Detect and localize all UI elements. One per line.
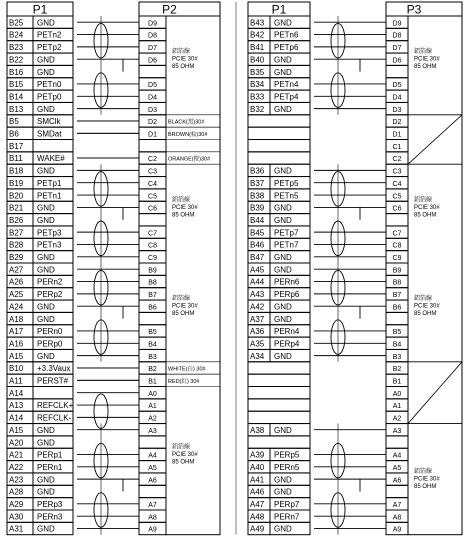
right-d-label: C4	[392, 180, 402, 188]
left-pin-label: B17	[9, 141, 24, 151]
right-signal-label: GND	[274, 215, 292, 225]
right-d-cell	[386, 312, 408, 324]
left-signal-label: PERp0	[37, 339, 63, 349]
right-signal-label: PETp6	[274, 43, 299, 53]
right-d-label: B1	[392, 378, 402, 386]
right-pin-label: B42	[250, 30, 265, 40]
left-d-label: D6	[148, 57, 157, 65]
left-cable-label: 鋁箔線	[172, 197, 191, 204]
left-pin-label: A30	[9, 512, 24, 522]
right-signal-label: PERp7	[274, 500, 300, 509]
left-pin-label: A14	[9, 388, 24, 398]
left-signal-label: PERn0	[37, 327, 63, 337]
left-signal-label: PETp3	[37, 228, 62, 238]
right-cable-label: 鋁箔線	[414, 197, 433, 204]
left-cable-label: 85 OHM	[172, 64, 195, 71]
left-d-label: C3	[148, 168, 157, 176]
right-signal-label: PERp5	[274, 450, 300, 460]
left-signal-label: GND	[37, 438, 55, 448]
right-d-label: C2	[392, 156, 402, 164]
left-d-label: C5	[148, 193, 157, 201]
left-signal-label: GND	[37, 524, 55, 534]
left-d-label: C4	[148, 180, 157, 188]
right-d-label: C5	[392, 193, 402, 201]
left-signal-label: GND	[37, 351, 55, 361]
left-d-label: B6	[148, 304, 157, 312]
left-wire-color-note: BLACK(黑)30#	[168, 119, 205, 126]
left-pin-label: B11	[9, 154, 23, 164]
left-signal-label: GND	[37, 302, 55, 312]
right-d-label: C6	[392, 205, 402, 213]
right-d-cell	[386, 65, 408, 77]
left-pin-label: B26	[9, 215, 24, 225]
right-signal-label: GND	[274, 18, 292, 28]
right-empty-cell	[248, 387, 310, 399]
left-cable-label: 85 OHM	[172, 311, 195, 318]
left-pin-label: A17	[9, 327, 24, 337]
left-pin-label: A29	[9, 500, 24, 509]
left-d-label: A6	[148, 477, 157, 485]
right-cable-label: PCIE 30#	[414, 56, 440, 63]
left-signal-label: GND	[37, 203, 55, 213]
right-pin-label: A44	[250, 277, 265, 287]
left-pin-label: B18	[9, 166, 24, 176]
left-signal-label: REFCLK+	[37, 401, 74, 411]
right-pin-label: A40	[250, 462, 265, 472]
right-d-label: D8	[392, 32, 402, 40]
left-pin-label: A16	[9, 339, 24, 349]
left-pin-label: A18	[9, 314, 24, 324]
right-cable-label: PCIE 30#	[414, 204, 440, 211]
left-pin-label: A15	[9, 425, 24, 435]
left-d-label: B5	[148, 329, 157, 337]
left-signal-cell	[33, 140, 73, 152]
left-pin-label: A11	[9, 376, 23, 386]
left-wire-color-note: WHITE(白) 30#	[168, 366, 206, 373]
left-d-label: D1	[148, 131, 157, 139]
left-pin-label: A23	[9, 475, 24, 485]
right-cable-label: 85 OHM	[414, 64, 437, 71]
right-signal-label: GND	[274, 67, 292, 77]
right-signal-label: PERn6	[274, 277, 300, 287]
left-signal-label: PERp1	[37, 450, 63, 460]
right-d-label: A3	[392, 427, 402, 435]
right-signal-label: PETp5	[274, 178, 299, 188]
right-pin-label: B45	[250, 228, 265, 238]
right-d-label: A9	[392, 526, 402, 534]
right-pin-label: A47	[250, 500, 265, 509]
right-pin-label: B44	[250, 215, 265, 225]
right-cable-label: PCIE 30#	[414, 303, 440, 310]
right-signal-label: GND	[274, 55, 292, 65]
right-pin-label: B47	[250, 253, 265, 262]
right-empty-cell	[248, 140, 310, 152]
left-pin-label: A20	[9, 438, 24, 448]
right-d-label: B9	[392, 267, 402, 275]
left-cable-label: PCIE 30#	[172, 451, 198, 458]
left-twisted-pair-oval	[94, 394, 108, 429]
right-pin-label: B46	[250, 240, 265, 250]
left-d-cell	[139, 140, 166, 152]
right-empty-cell	[248, 374, 310, 386]
left-pin-label: B22	[9, 55, 24, 65]
right-cable-label: 鋁箔線	[414, 468, 433, 475]
left-cable-label: 鋁箔線	[172, 444, 191, 451]
right-pin-label: B34	[250, 80, 265, 90]
right-d-label: B5	[392, 329, 402, 337]
right-d-cell	[386, 485, 408, 497]
left-cable-label: 85 OHM	[172, 212, 195, 219]
right-desc-column	[408, 16, 462, 535]
left-signal-label: PERST#	[37, 376, 69, 386]
left-signal-label: GND	[37, 67, 55, 77]
right-signal-label: GND	[274, 253, 292, 262]
left-wire-color-note: BROWN(棕)30#	[168, 132, 208, 138]
right-signal-label: GND	[274, 166, 292, 176]
right-pin-label: B38	[250, 191, 265, 201]
left-d-label: C6	[148, 205, 157, 213]
left-d-cell	[139, 485, 166, 497]
right-signal-label: GND	[274, 524, 292, 534]
right-pin-label: A38	[250, 425, 265, 435]
right-signal-label: PERn5	[274, 462, 300, 472]
left-d-label: B9	[148, 267, 157, 275]
right-d-label: C9	[392, 255, 402, 262]
left-d-label: D2	[148, 119, 157, 127]
left-header-p-box	[139, 2, 220, 16]
left-pin-label: B5	[9, 117, 19, 127]
left-signal-label: GND	[37, 166, 55, 176]
right-d-label: B3	[392, 353, 402, 361]
left-d-label: A4	[148, 452, 157, 460]
right-pin-label: A42	[250, 302, 265, 312]
right-empty-cell	[248, 127, 310, 139]
left-pin-label: B6	[9, 129, 19, 139]
left-d-label: D9	[148, 20, 157, 28]
left-d-label: B7	[148, 292, 157, 300]
left-signal-label: PERn2	[37, 277, 63, 287]
left-d-label: B3	[148, 353, 157, 361]
left-pin-label: A15	[9, 351, 24, 361]
left-d-cell	[139, 65, 166, 77]
right-signal-label: PERn4	[274, 327, 300, 337]
right-empty-cell	[248, 152, 310, 164]
left-d-label: D8	[148, 32, 157, 40]
right-d-label: D7	[392, 45, 402, 53]
right-d-cell	[386, 214, 408, 226]
left-d-label: A9	[148, 526, 157, 534]
right-d-label: B2	[392, 366, 402, 374]
right-d-label: A2	[392, 415, 402, 423]
right-d-label: B4	[392, 341, 402, 349]
right-d-label: C3	[392, 168, 402, 176]
left-signal-label: GND	[37, 215, 55, 225]
right-signal-label: GND	[274, 302, 292, 312]
left-pin-label: B10	[9, 364, 24, 374]
left-d-cell	[139, 436, 166, 448]
right-cable-label: 85 OHM	[414, 483, 437, 490]
left-d-label: D4	[148, 94, 157, 102]
right-d-label: A1	[392, 403, 402, 411]
right-d-label: B8	[392, 279, 402, 287]
right-signal-label: PERn7	[274, 512, 300, 522]
right-d-label: D9	[392, 20, 402, 28]
left-d-label: B8	[148, 279, 157, 287]
right-signal-label: GND	[274, 425, 292, 435]
right-pin-label: B43	[250, 18, 265, 28]
left-d-label: D7	[148, 45, 157, 53]
right-signal-label: PERp6	[274, 290, 300, 300]
left-signal-label: PERn1	[37, 462, 63, 472]
left-pin-label: A21	[9, 450, 24, 460]
left-pin-label: B14	[9, 92, 24, 102]
left-signal-label: PETn2	[37, 30, 62, 40]
right-signal-label: GND	[274, 351, 292, 361]
left-pin-label: A13	[9, 401, 24, 411]
left-pin-label: B20	[9, 191, 24, 201]
right-signal-label: GND	[274, 104, 292, 114]
left-pin-label: B29	[9, 253, 24, 262]
left-d-label: A2	[148, 415, 157, 423]
right-d-label: D4	[392, 94, 402, 102]
right-signal-label: GND	[274, 265, 292, 275]
left-signal-label: GND	[37, 487, 55, 497]
right-pin-label: A46	[250, 487, 265, 497]
left-d-label: D5	[148, 82, 157, 90]
right-signal-label: GND	[274, 475, 292, 485]
left-signal-label: GND	[37, 253, 55, 262]
left-d-label: B2	[148, 366, 157, 374]
right-signal-label: PETn4	[274, 80, 299, 90]
left-pin-label: B27	[9, 228, 24, 238]
left-signal-label: PERp2	[37, 290, 63, 300]
left-d-label: C8	[148, 242, 157, 250]
right-header-p2: P3	[406, 2, 422, 17]
right-pin-label: A39	[250, 450, 265, 460]
right-pin-label: B40	[250, 55, 265, 65]
left-signal-label: SMDat	[37, 129, 62, 139]
left-signal-label: PETn3	[37, 240, 62, 250]
left-cable-label: PCIE 30#	[172, 204, 198, 211]
right-d-label: A4	[392, 452, 402, 460]
left-signal-label: GND	[37, 314, 55, 324]
right-d-label: D3	[392, 106, 402, 114]
right-pin-label: A41	[250, 475, 265, 485]
left-wire-color-note: RED(紅) 30#	[168, 379, 200, 385]
right-empty-cell	[248, 362, 310, 374]
right-d-label: D1	[392, 131, 402, 139]
right-pin-label: A43	[250, 290, 265, 300]
right-header-p1: P1	[271, 2, 287, 17]
left-pin-label: A31	[9, 524, 24, 534]
right-d-cell	[386, 436, 408, 448]
left-pin-label: A22	[9, 462, 24, 472]
right-pin-label: A34	[250, 351, 265, 361]
left-cable-label: PCIE 30#	[172, 303, 198, 310]
left-d-label: C7	[148, 230, 157, 238]
left-d-cell	[139, 214, 166, 226]
right-d-label: D5	[392, 82, 402, 90]
right-signal-label: PERp4	[274, 339, 300, 349]
right-pin-label: B39	[250, 203, 265, 213]
right-pin-label: A37	[250, 314, 265, 324]
left-signal-label: GND	[37, 425, 55, 435]
right-cable-label: 鋁箔線	[414, 49, 433, 56]
left-signal-label: GND	[37, 18, 55, 28]
right-d-label: A8	[392, 514, 402, 522]
left-signal-label: GND	[37, 55, 55, 65]
left-d-label: B1	[148, 378, 157, 386]
right-pin-label: A45	[250, 265, 265, 275]
right-d-label: D2	[392, 119, 402, 127]
left-signal-label: REFCLK-	[37, 413, 72, 423]
right-signal-label: GND	[274, 203, 292, 213]
left-cable-label: 鋁箔線	[172, 296, 191, 303]
right-pin-label: A48	[250, 512, 265, 522]
left-header-p2: P2	[162, 2, 177, 17]
right-signal-label: PETp7	[274, 228, 299, 238]
left-signal-label: PETp2	[37, 43, 62, 53]
left-wire-color-note: ORANGE(橙)30#	[168, 156, 211, 163]
left-pin-label: B13	[9, 104, 24, 114]
right-cable-label: 鋁箔線	[414, 296, 433, 303]
right-pin-label: A36	[250, 327, 265, 337]
left-d-label: A3	[148, 427, 157, 435]
left-signal-label: SMClk	[37, 117, 61, 127]
left-cable-label: PCIE 30#	[172, 56, 198, 63]
left-pin-label: A14	[9, 413, 24, 423]
right-empty-cell	[248, 411, 310, 423]
left-pin-label: B23	[9, 43, 24, 53]
left-d-label: A8	[148, 514, 157, 522]
right-cable-label: 85 OHM	[414, 212, 437, 219]
left-d-label: D3	[148, 106, 157, 114]
left-d-label: A7	[148, 502, 157, 509]
right-signal-label: GND	[274, 487, 292, 497]
right-d-label: A7	[392, 502, 402, 509]
left-signal-label: GND	[37, 475, 55, 485]
left-pin-label: A26	[9, 277, 24, 287]
right-d-label: B7	[392, 292, 402, 300]
left-pin-label: B16	[9, 67, 24, 77]
left-pin-label: B24	[9, 30, 24, 40]
right-d-label: B6	[392, 304, 402, 312]
left-signal-label: +3.3Vaux	[37, 364, 71, 374]
left-signal-cell	[33, 387, 73, 399]
right-d-label: A6	[392, 477, 402, 485]
right-d-label: A0	[392, 390, 402, 398]
right-empty-cell	[248, 436, 310, 448]
left-signal-label: PERn3	[37, 512, 63, 522]
left-cable-label: 85 OHM	[172, 459, 195, 466]
left-pin-label: A25	[9, 290, 24, 300]
left-signal-label: PETn0	[37, 80, 62, 90]
left-pin-label: B19	[9, 178, 24, 188]
right-cable-label: 85 OHM	[414, 311, 437, 318]
right-d-label: D6	[392, 57, 402, 65]
left-signal-label: WAKE#	[37, 154, 65, 164]
left-header-p1: P1	[32, 2, 48, 17]
left-d-cell	[139, 312, 166, 324]
right-pin-label: A35	[250, 339, 265, 349]
left-d-label: A1	[148, 403, 157, 411]
right-empty-cell	[248, 115, 310, 127]
right-signal-label: PETp4	[274, 92, 299, 102]
right-signal-label: PETn5	[274, 191, 299, 201]
left-d-label: A5	[148, 464, 157, 472]
left-pin-label: A24	[9, 302, 24, 312]
left-cable-label: 鋁箔線	[172, 49, 191, 56]
right-unused-diagonal	[408, 362, 462, 424]
right-pin-label: B36	[250, 166, 265, 176]
left-signal-label: PETp1	[37, 178, 62, 188]
left-signal-label: GND	[37, 265, 55, 275]
right-signal-label: GND	[274, 314, 292, 324]
left-pin-label: B15	[9, 80, 24, 90]
left-signal-label: PERp3	[37, 500, 63, 509]
right-d-label: C7	[392, 230, 402, 238]
right-signal-label: PETn6	[274, 30, 299, 40]
right-unused-diagonal	[408, 115, 462, 164]
left-pin-label: B21	[9, 203, 24, 213]
right-pin-label: B37	[250, 178, 265, 188]
left-d-label: C9	[148, 255, 157, 262]
left-pin-label: A27	[9, 265, 24, 275]
left-pin-label: A28	[9, 487, 24, 497]
right-header-p-box	[386, 2, 462, 16]
right-cable-label: PCIE 30#	[414, 476, 440, 483]
left-d-label: C2	[148, 156, 157, 164]
right-signal-label: PETn7	[274, 240, 299, 250]
left-d-label: B4	[148, 341, 157, 349]
left-signal-label: PETn1	[37, 191, 62, 201]
right-pin-label: B32	[250, 104, 265, 114]
right-pin-label: B41	[250, 43, 265, 53]
right-pin-label: B35	[250, 67, 265, 77]
left-pin-label: B28	[9, 240, 24, 250]
right-d-label: C1	[392, 143, 402, 151]
left-signal-label: GND	[37, 104, 55, 114]
left-signal-label: PETp0	[37, 92, 62, 102]
right-d-label: A5	[392, 464, 402, 472]
right-d-label: C8	[392, 242, 402, 250]
right-pin-label: B33	[250, 92, 265, 102]
left-pin-label: B25	[9, 18, 24, 28]
right-pin-label: A49	[250, 524, 265, 534]
right-empty-cell	[248, 399, 310, 411]
left-d-label: A0	[148, 390, 157, 398]
